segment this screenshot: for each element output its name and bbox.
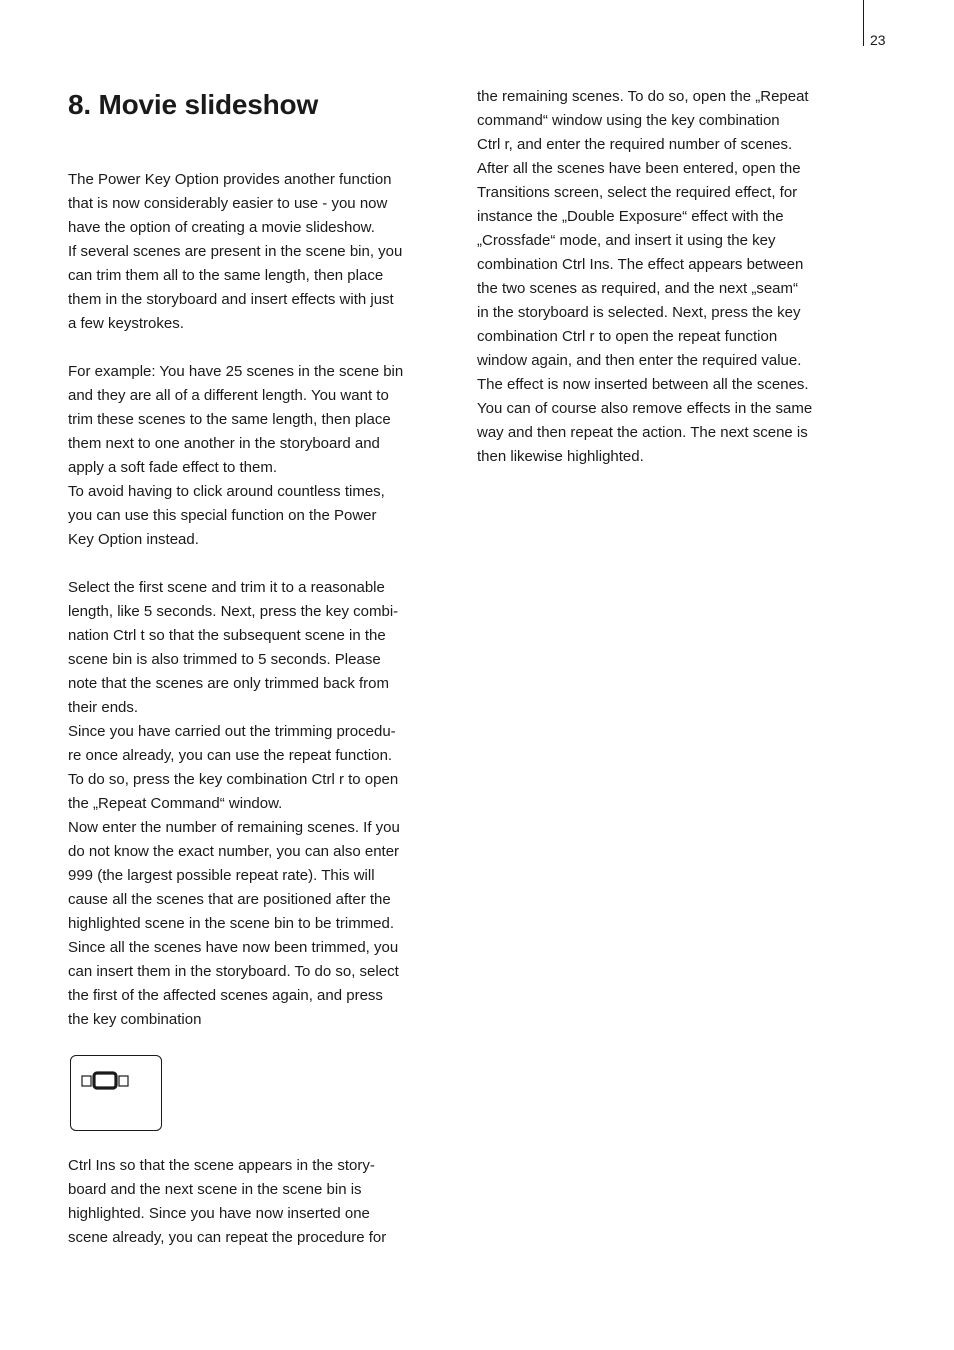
- text-line: re once already, you can use the repeat function.: [68, 747, 393, 764]
- text-line: that is now considerably easier to use - you now: [68, 195, 388, 212]
- text-line: Ctrl Ins so that the scene appears in the story-: [68, 1157, 375, 1174]
- text-line: scene already, you can repeat the procedure for: [68, 1229, 387, 1246]
- section-title: 8. Movie slideshow: [68, 89, 319, 120]
- text-line: Key Option instead.: [68, 531, 199, 548]
- text-line: trim these scenes to the same length, then place: [68, 411, 391, 428]
- text-line: command“ window using the key combination: [477, 112, 780, 129]
- text-line: If several scenes are present in the scene bin, you: [68, 243, 403, 260]
- text-line: them in the storyboard and insert effects with just: [68, 291, 394, 308]
- text-line: Now enter the number of remaining scenes. If you: [68, 819, 400, 836]
- text-line: and they are all of a different length. You want to: [68, 387, 389, 404]
- text-line: highlighted. Since you have now inserted one: [68, 1205, 370, 1222]
- text-line: nation Ctrl t so that the subsequent scene in the: [68, 627, 386, 644]
- text-line: cause all the scenes that are positioned after the: [68, 891, 391, 908]
- text-line: For example: You have 25 scenes in the scene bin: [68, 363, 404, 380]
- text-line: window again, and then enter the required value.: [477, 352, 802, 369]
- text-line: Transitions screen, select the required effect, for: [477, 184, 798, 201]
- text-line: do not know the exact number, you can also enter: [68, 843, 400, 860]
- text-line: 999 (the largest possible repeat rate). This will: [68, 867, 375, 884]
- text-line: the two scenes as required, and the next „seam“: [477, 280, 799, 297]
- text-line: combination Ctrl r to open the repeat function: [477, 328, 778, 345]
- text-line: can insert them in the storyboard. To do so, select: [68, 963, 399, 980]
- text-line: board and the next scene in the scene bin is: [68, 1181, 362, 1198]
- text-line: their ends.: [68, 699, 139, 716]
- text-line: scene bin is also trimmed to 5 seconds. Please: [68, 651, 381, 668]
- insert-scene-key-icon: [81, 1070, 131, 1092]
- page-number: 23: [870, 32, 886, 48]
- text-line: then likewise highlighted.: [477, 448, 644, 465]
- text-line: apply a soft fade effect to them.: [68, 459, 278, 476]
- text-line: Ctrl r, and enter the required number of scenes.: [477, 136, 793, 153]
- text-line: in the storyboard is selected. Next, press the key: [477, 304, 801, 321]
- paragraph-spacer: [68, 552, 460, 576]
- text-line: Since you have carried out the trimming procedu-: [68, 723, 396, 740]
- text-line: You can of course also remove effects in the same: [477, 400, 813, 417]
- text-line: instance the „Double Exposure“ effect with the: [477, 208, 784, 225]
- text-line: The effect is now inserted between all the scenes.: [477, 376, 809, 393]
- paragraph-spacer: [68, 336, 460, 360]
- text-line: the first of the affected scenes again, and press: [68, 987, 383, 1004]
- text-line: „Crossfade“ mode, and insert it using the key: [477, 232, 776, 249]
- text-line: highlighted scene in the scene bin to be trimmed.: [68, 915, 395, 932]
- left-column-continued: [68, 1154, 460, 1250]
- text-line: way and then repeat the action. The next scene is: [477, 424, 808, 441]
- text-line: can trim them all to the same length, then place: [68, 267, 384, 284]
- text-line: The Power Key Option provides another function: [68, 171, 392, 188]
- text-line: have the option of creating a movie slideshow.: [68, 219, 375, 236]
- right-column: [477, 85, 869, 469]
- left-column: [68, 168, 460, 1032]
- text-line: To avoid having to click around countless times,: [68, 483, 385, 500]
- insert-key-illustration: [70, 1055, 162, 1131]
- text-line: the remaining scenes. To do so, open the „Repeat: [477, 88, 809, 105]
- text-line: the „Repeat Command“ window.: [68, 795, 283, 812]
- text-line: Select the first scene and trim it to a reasonable: [68, 579, 385, 596]
- text-line: To do so, press the key combination Ctrl r to open: [68, 771, 399, 788]
- text-line: note that the scenes are only trimmed back from: [68, 675, 389, 692]
- text-line: the key combination: [68, 1011, 202, 1028]
- text-line: Since all the scenes have now been trimmed, you: [68, 939, 399, 956]
- text-line: a few keystrokes.: [68, 315, 184, 332]
- text-line: combination Ctrl Ins. The effect appears between: [477, 256, 804, 273]
- text-line: them next to one another in the storyboard and: [68, 435, 380, 452]
- text-line: you can use this special function on the Power: [68, 507, 377, 524]
- page-margin-rule: [863, 0, 864, 46]
- text-line: After all the scenes have been entered, open the: [477, 160, 801, 177]
- text-line: length, like 5 seconds. Next, press the key combi-: [68, 603, 399, 620]
